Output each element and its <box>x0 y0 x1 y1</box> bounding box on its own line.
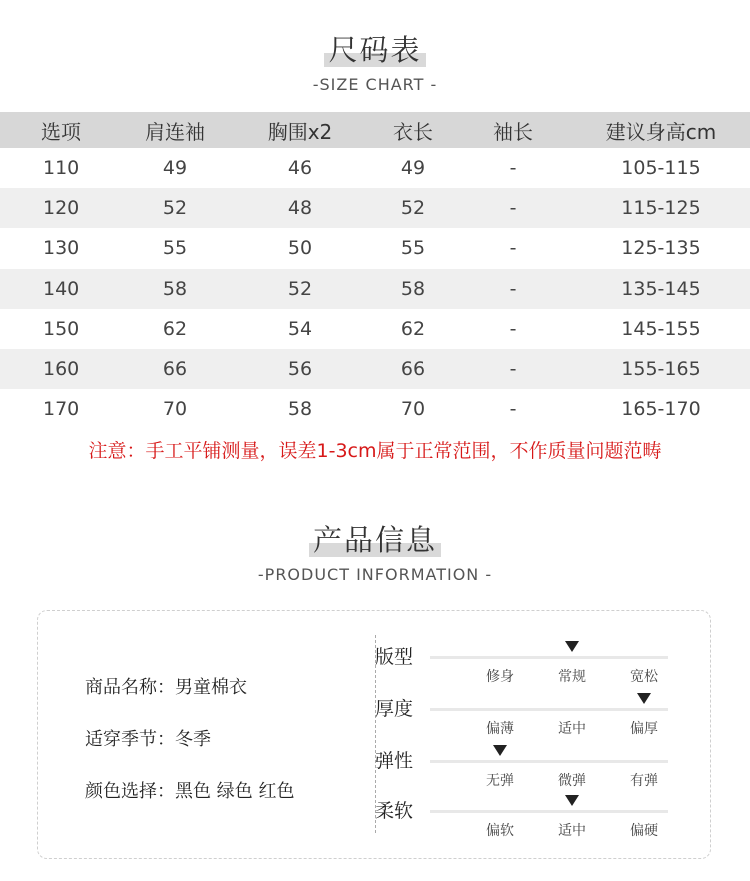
scale-track <box>430 760 668 763</box>
size-cell: 62 <box>400 317 426 340</box>
size-cell: 70 <box>400 398 426 421</box>
scale-option: 适中 <box>558 721 586 737</box>
scale-option: 偏软 <box>486 823 514 839</box>
size-cell: 125-135 <box>621 237 701 260</box>
season-field: 适穿季节：冬季 <box>85 729 211 750</box>
size-cell: 52 <box>400 197 426 220</box>
size-row <box>0 309 750 349</box>
size-cell: - <box>509 398 517 421</box>
size-chart-title-wrap <box>324 28 425 69</box>
size-cell: - <box>509 157 517 180</box>
color-field: 颜色选择：黑色 绿色 红色 <box>85 781 295 802</box>
size-cell: 155-165 <box>621 358 701 381</box>
header-cell: 建议身高cm <box>605 119 717 144</box>
scale-track <box>430 810 668 813</box>
scale-option: 宽松 <box>630 669 658 685</box>
size-row <box>0 389 750 429</box>
attribute-scale <box>375 692 675 742</box>
size-cell: 160 <box>43 358 80 381</box>
size-cell: 50 <box>287 237 313 260</box>
size-cell: 49 <box>400 157 426 180</box>
size-chart-heading <box>0 28 750 94</box>
header-cell: 选项 <box>41 119 81 144</box>
scale-track <box>430 708 668 711</box>
product-info-subtitle: -PRODUCT INFORMATION - <box>257 565 493 584</box>
size-cell: 46 <box>287 157 313 180</box>
attribute-scale <box>375 794 675 844</box>
size-row <box>0 148 750 188</box>
attribute-scale <box>375 744 675 794</box>
size-cell: 105-115 <box>621 157 701 180</box>
size-cell: 66 <box>400 358 426 381</box>
product-info-title: 产品信息 <box>312 523 437 557</box>
size-row <box>0 269 750 309</box>
size-table-header <box>0 112 750 148</box>
size-cell: 150 <box>43 317 80 340</box>
size-cell: 135-145 <box>621 277 701 300</box>
scale-option: 微弹 <box>558 773 586 789</box>
scale-option: 无弹 <box>486 773 514 789</box>
size-row <box>0 188 750 228</box>
scale-option: 偏薄 <box>486 721 514 737</box>
selection-pointer-icon <box>637 693 651 704</box>
size-cell: 55 <box>162 237 188 260</box>
size-cell: 170 <box>43 398 80 421</box>
size-cell: - <box>509 197 517 220</box>
scale-option: 偏硬 <box>630 823 658 839</box>
size-cell: 54 <box>287 317 313 340</box>
selection-pointer-icon <box>493 745 507 756</box>
size-cell: 120 <box>43 197 80 220</box>
size-cell: - <box>509 237 517 260</box>
attribute-name: 厚度 <box>375 698 414 720</box>
measurement-note: 注意：手工平铺测量，误差1-3cm属于正常范围，不作质量问题范畴 <box>88 440 662 462</box>
size-cell: 49 <box>162 157 188 180</box>
selection-pointer-icon <box>565 641 579 652</box>
scale-option: 偏厚 <box>630 721 658 737</box>
product-info-title-wrap <box>309 518 441 559</box>
size-cell: 115-125 <box>621 197 701 220</box>
size-cell: - <box>509 277 517 300</box>
header-cell: 肩连袖 <box>145 119 205 144</box>
size-cell: 130 <box>43 237 80 260</box>
size-table-body <box>0 148 750 429</box>
size-cell: 58 <box>400 277 426 300</box>
size-row <box>0 349 750 389</box>
scale-option: 修身 <box>486 669 514 685</box>
scale-option: 适中 <box>558 823 586 839</box>
size-cell: 66 <box>162 358 188 381</box>
selection-pointer-icon <box>565 795 579 806</box>
size-cell: 52 <box>162 197 188 220</box>
attribute-name: 柔软 <box>375 800 414 822</box>
size-table <box>0 112 750 429</box>
size-cell: 62 <box>162 317 188 340</box>
size-cell: 70 <box>162 398 188 421</box>
scale-option: 有弹 <box>630 773 658 789</box>
header-cell: 衣长 <box>393 119 433 144</box>
size-cell: 140 <box>43 277 80 300</box>
size-chart-title: 尺码表 <box>328 33 422 67</box>
size-cell: 52 <box>287 277 313 300</box>
attribute-scale <box>375 640 675 690</box>
size-cell: 55 <box>400 237 426 260</box>
size-chart-subtitle: -SIZE CHART - <box>312 75 438 94</box>
header-cell: 袖长 <box>493 119 533 144</box>
scale-option: 常规 <box>558 669 586 685</box>
size-cell: 58 <box>162 277 188 300</box>
size-cell: - <box>509 358 517 381</box>
size-cell: 145-155 <box>621 317 701 340</box>
product-name-field: 商品名称：男童棉衣 <box>85 677 247 698</box>
size-cell: 110 <box>43 157 80 180</box>
size-row <box>0 228 750 268</box>
scale-track <box>430 656 668 659</box>
product-info-heading <box>0 518 750 584</box>
size-cell: 165-170 <box>621 398 701 421</box>
size-cell: 48 <box>287 197 313 220</box>
size-cell: 56 <box>287 358 313 381</box>
attribute-name: 弹性 <box>375 750 414 772</box>
attribute-name: 版型 <box>375 646 414 668</box>
size-cell: - <box>509 317 517 340</box>
header-cell: 胸围x2 <box>267 119 333 144</box>
size-cell: 58 <box>287 398 313 421</box>
